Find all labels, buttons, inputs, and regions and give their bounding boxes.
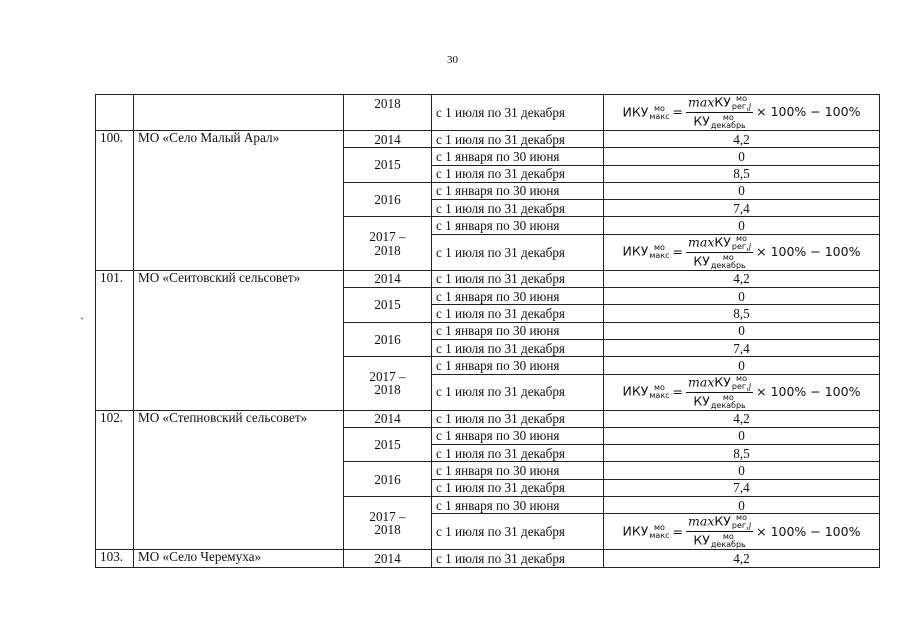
- year-cell: 2015: [344, 427, 432, 462]
- index-formula: ИКУ мо макс = maxКУ мо рег,j КУ мо декабрь × 100% − 100%: [622, 234, 861, 270]
- value-cell: 0: [604, 217, 880, 234]
- value-cell: 0: [604, 462, 880, 479]
- value-cell: 4,2: [604, 410, 880, 427]
- index-formula: ИКУ мо макс = maxКУ мо рег,j КУ мо декабрь × 100% − 100%: [622, 94, 861, 130]
- year-cell: 2016: [344, 182, 432, 217]
- value-cell: 8,5: [604, 305, 880, 322]
- year-cell: 2016: [344, 322, 432, 357]
- table-row: [96, 95, 880, 131]
- period-cell: с 1 января по 30 июня: [432, 148, 604, 165]
- table-row: [96, 550, 880, 567]
- value-cell: 4,2: [604, 550, 880, 567]
- value-cell: 7,4: [604, 200, 880, 217]
- period-cell: с 1 июля по 31 декабря: [432, 410, 604, 427]
- period-cell: с 1 июля по 31 декабря: [432, 550, 604, 567]
- year-cell: 2014: [344, 410, 432, 427]
- period-cell: с 1 июля по 31 декабря: [432, 514, 604, 550]
- year-cell: 2018: [344, 95, 432, 131]
- period-cell: с 1 января по 30 июня: [432, 357, 604, 374]
- value-cell: 0: [604, 148, 880, 165]
- value-cell: [604, 374, 880, 410]
- index-formula: ИКУ мо макс = maxКУ мо рег,j КУ мо декабрь × 100% − 100%: [622, 513, 861, 550]
- value-cell: 7,4: [604, 479, 880, 496]
- value-cell: 8,5: [604, 165, 880, 182]
- value-cell: [604, 234, 880, 270]
- period-cell: с 1 июля по 31 декабря: [432, 445, 604, 462]
- period-cell: с 1 июля по 31 декабря: [432, 305, 604, 322]
- stray-mark: ˏ: [80, 306, 84, 320]
- period-cell: с 1 января по 30 июня: [432, 427, 604, 444]
- year-cell: 2014: [344, 131, 432, 148]
- year-cell: 2017 – 2018: [344, 217, 432, 270]
- period-cell: с 1 января по 30 июня: [432, 182, 604, 199]
- row-number: 100.: [96, 131, 134, 271]
- year-cell: 2017 – 2018: [344, 357, 432, 410]
- period-cell: с 1 января по 30 июня: [432, 288, 604, 305]
- year-cell: 2014: [344, 270, 432, 287]
- value-cell: [604, 95, 880, 131]
- year-cell: 2014: [344, 550, 432, 567]
- page-number: 30: [447, 54, 458, 66]
- value-cell: 8,5: [604, 445, 880, 462]
- period-cell: с 1 января по 30 июня: [432, 462, 604, 479]
- name-cell-empty: [134, 95, 344, 131]
- period-cell: с 1 июля по 31 декабря: [432, 95, 604, 131]
- municipality-name: МО «Село Черемуха»: [134, 550, 344, 567]
- year-cell: 2016: [344, 462, 432, 497]
- row-number: 103.: [96, 550, 134, 567]
- table-row: [96, 270, 880, 287]
- year-cell: 2015: [344, 148, 432, 183]
- period-cell: с 1 июля по 31 декабря: [432, 165, 604, 182]
- value-cell: 4,2: [604, 270, 880, 287]
- value-cell: 4,2: [604, 131, 880, 148]
- period-cell: с 1 июля по 31 декабря: [432, 200, 604, 217]
- value-cell: 0: [604, 427, 880, 444]
- value-cell: 7,4: [604, 339, 880, 356]
- row-number: 102.: [96, 410, 134, 550]
- value-cell: 0: [604, 288, 880, 305]
- period-cell: с 1 июля по 31 декабря: [432, 339, 604, 356]
- period-cell: с 1 июля по 31 декабря: [432, 479, 604, 496]
- value-cell: 0: [604, 182, 880, 199]
- municipality-name: МО «Село Малый Арал»: [134, 131, 344, 271]
- municipality-table: [95, 94, 880, 568]
- period-cell: с 1 июля по 31 декабря: [432, 131, 604, 148]
- period-cell: с 1 января по 30 июня: [432, 322, 604, 339]
- period-cell: с 1 января по 30 июня: [432, 497, 604, 514]
- value-cell: 0: [604, 357, 880, 374]
- year-cell: 2017 – 2018: [344, 497, 432, 550]
- municipality-name: МО «Сеитовский сельсовет»: [134, 270, 344, 410]
- value-cell: 0: [604, 322, 880, 339]
- num-cell-empty: [96, 95, 134, 131]
- period-cell: с 1 июля по 31 декабря: [432, 234, 604, 270]
- table-row: [96, 131, 880, 148]
- period-cell: с 1 января по 30 июня: [432, 217, 604, 234]
- value-cell: 0: [604, 497, 880, 514]
- period-cell: с 1 июля по 31 декабря: [432, 270, 604, 287]
- index-formula: ИКУ мо макс = maxКУ мо рег,j КУ мо декабрь × 100% − 100%: [622, 374, 861, 410]
- row-number: 101.: [96, 270, 134, 410]
- municipality-name: МО «Степновский сельсовет»: [134, 410, 344, 550]
- year-cell: 2015: [344, 288, 432, 323]
- period-cell: с 1 июля по 31 декабря: [432, 374, 604, 410]
- table-row: [96, 410, 880, 427]
- value-cell: [604, 514, 880, 550]
